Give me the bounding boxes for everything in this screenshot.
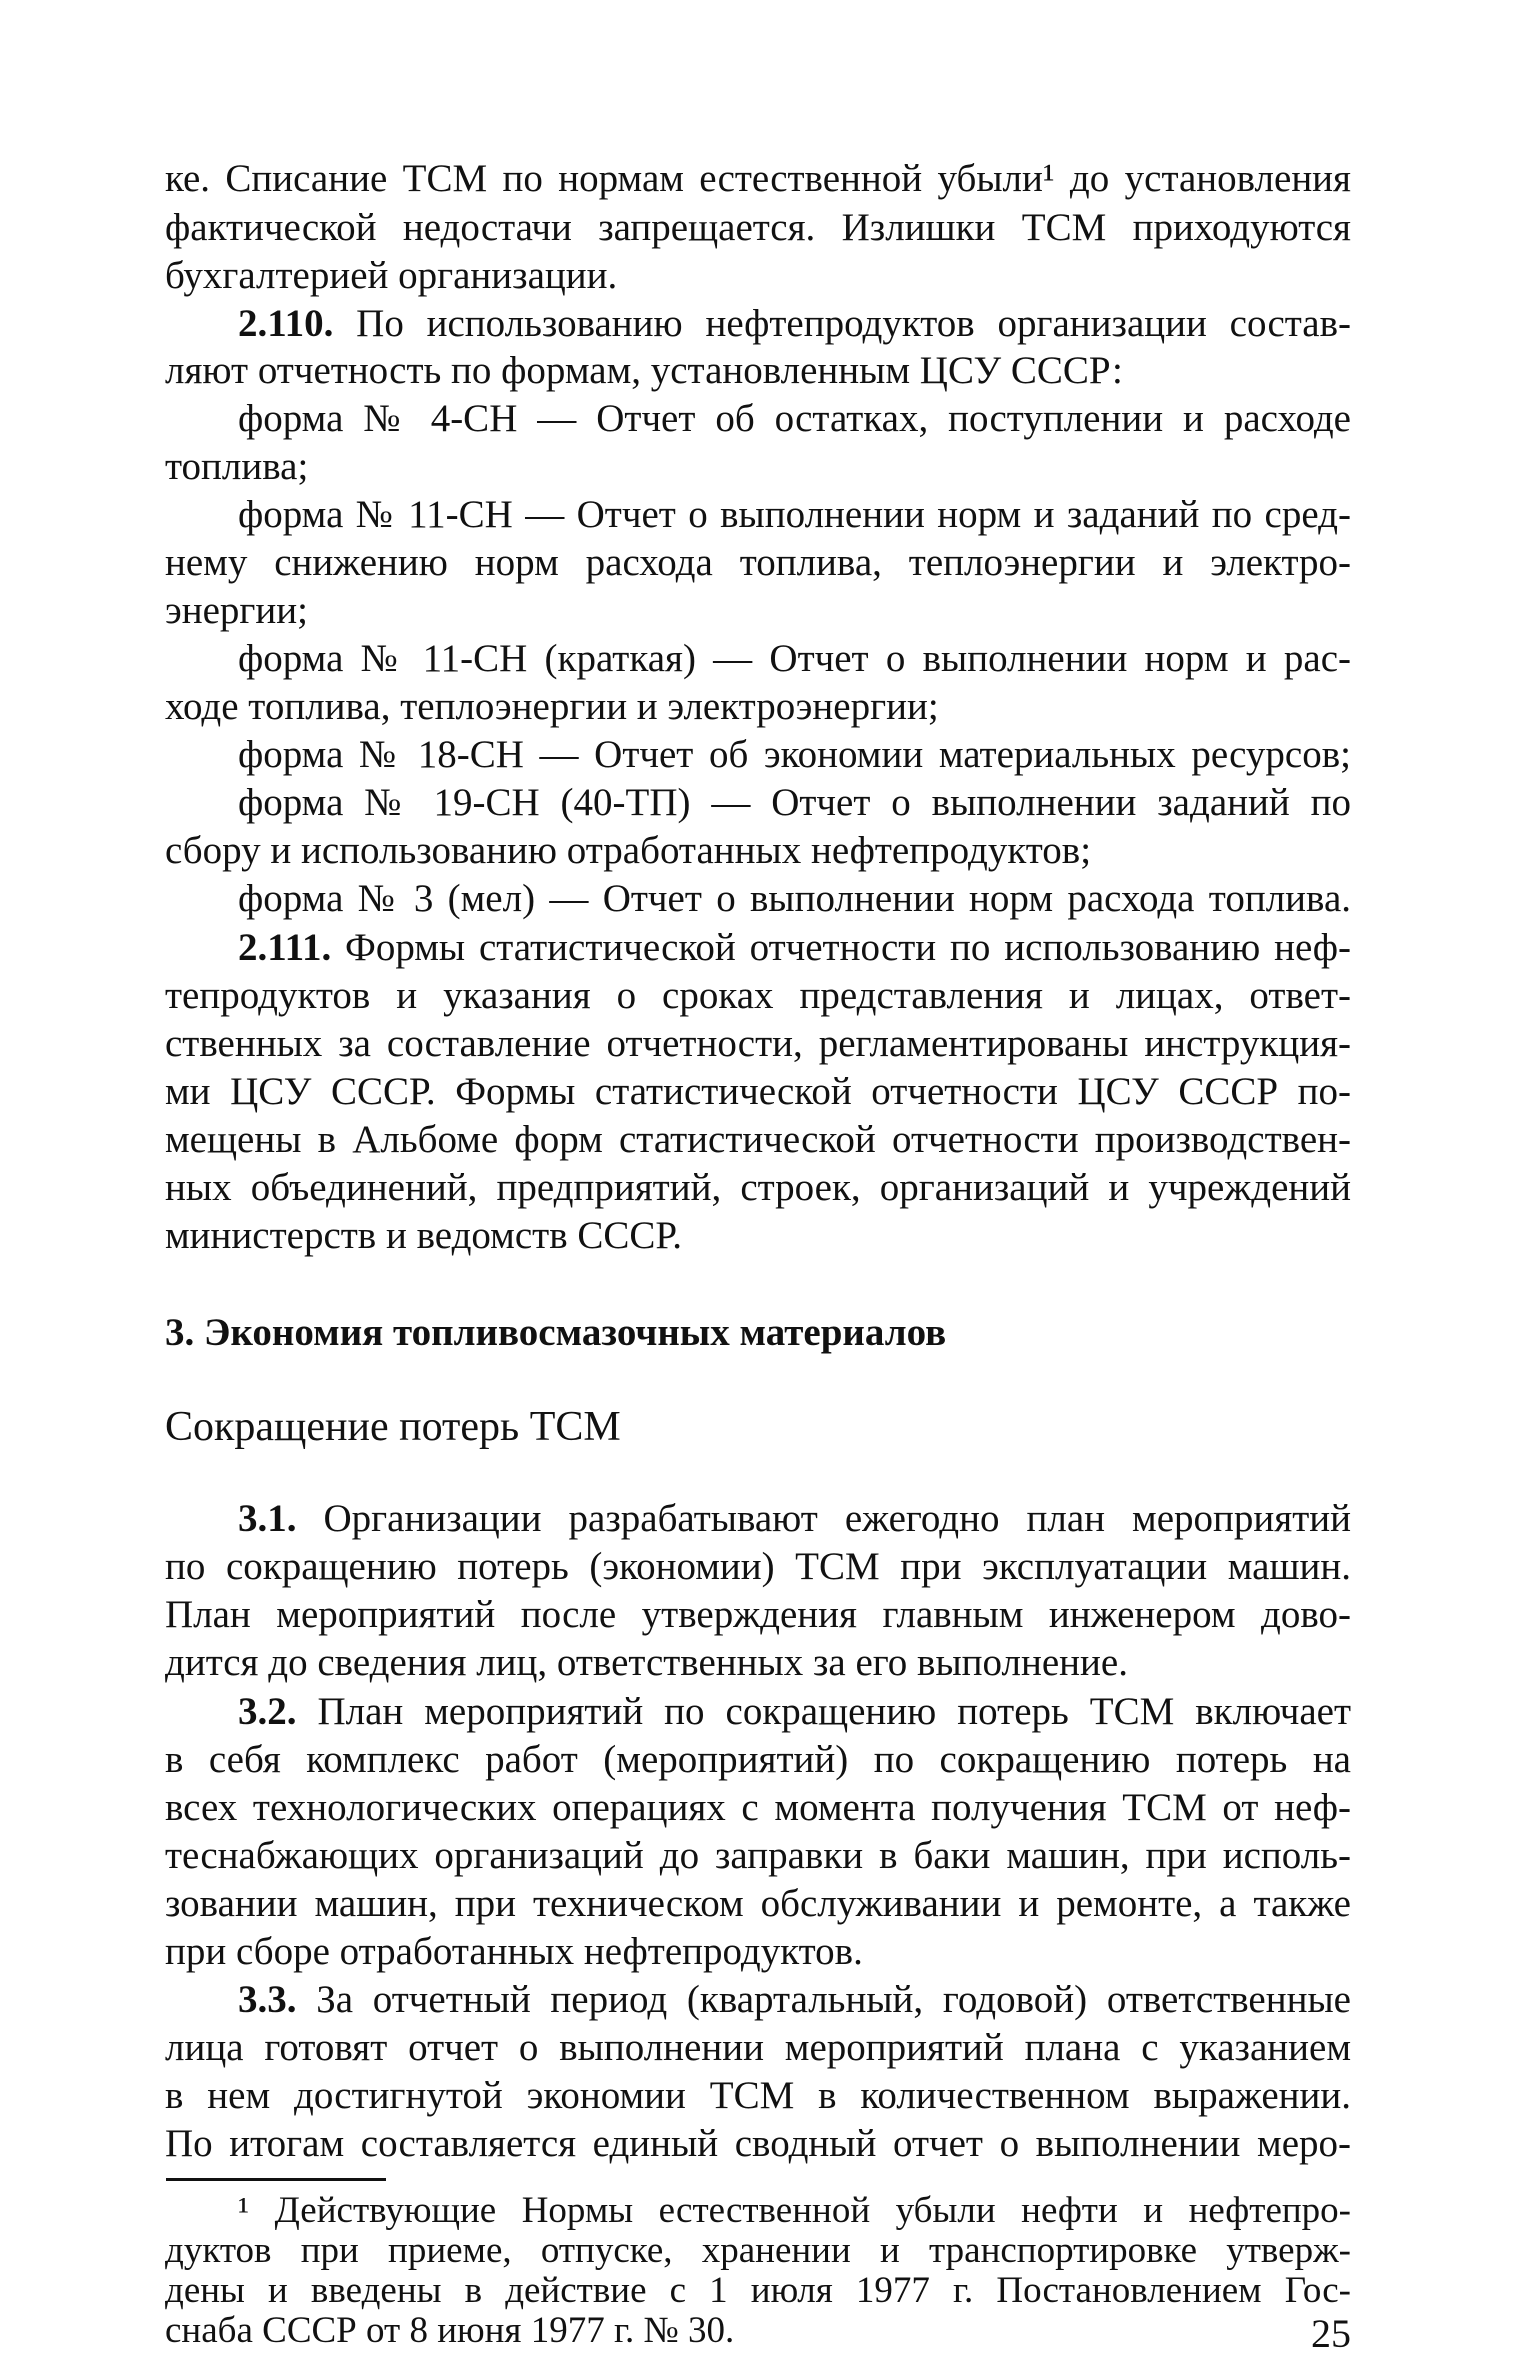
paragraph-text: Формы статистической отчетности по использованию неф- — [331, 926, 1351, 969]
form-item-line: нему снижению норм расхода топлива, теплоэнергии и электро- — [165, 541, 1351, 584]
body-line: По итогам составляется единый сводный отчет о выполнении меро- — [165, 2122, 1351, 2165]
body-line: министерств и ведомств СССР. — [165, 1214, 682, 1257]
body-line: фактической недостачи запрещается. Излишки ТСМ приходуются — [165, 206, 1351, 249]
body-line: по сокращению потерь (экономии) ТСМ при эксплуатации машин. — [165, 1545, 1351, 1588]
body-line: ных объединений, предприятий, строек, организаций и учреждений — [165, 1166, 1351, 1209]
section-subheading: Сокращение потерь ТСМ — [165, 1404, 621, 1450]
body-line: ми ЦСУ СССР. Формы статистической отчетности ЦСУ СССР по- — [165, 1070, 1351, 1113]
body-line: ственных за составление отчетности, регламентированы инструкция- — [165, 1022, 1351, 1065]
body-line: тепродуктов и указания о сроках представления и лицах, ответ- — [165, 974, 1351, 1017]
paragraph-number: 2.110. — [238, 302, 334, 345]
body-line: ке. Списание ТСМ по нормам естественной убыли¹ до установления — [165, 157, 1351, 200]
paragraph-text: По использованию нефтепродуктов организации состав- — [333, 302, 1351, 345]
body-line: ляют отчетность по формам, установленным ЦСУ СССР: — [165, 349, 1123, 392]
footnote-line: ¹ Действующие Нормы естественной убыли нефти и нефтепро- — [238, 2190, 1351, 2231]
paragraph-number: 3.1. — [238, 1497, 297, 1540]
body-line: теснабжающих организаций до заправки в баки машин, при исполь- — [165, 1834, 1351, 1877]
paragraph-number: 3.2. — [238, 1690, 297, 1733]
form-item-line: форма № 11-СН — Отчет о выполнении норм и заданий по сред- — [238, 493, 1351, 536]
body-line: в себя комплекс работ (мероприятий) по сокращению потерь на — [165, 1738, 1351, 1781]
body-line: при сборе отработанных нефтепродуктов. — [165, 1930, 863, 1973]
form-item-line: форма № 19-СН (40-ТП) — Отчет о выполнении заданий по — [238, 781, 1351, 824]
section-heading: 3. Экономия топливосмазочных материалов — [165, 1311, 947, 1354]
paragraph-3-2-first-line — [238, 1688, 1351, 1736]
paragraph-text: Организации разрабатывают ежегодно план мероприятий — [296, 1497, 1351, 1540]
paragraph-2-110-first-line — [238, 300, 1351, 348]
body-line: План мероприятий после утверждения главным инженером дово- — [165, 1593, 1351, 1636]
body-line: бухгалтерией организации. — [165, 254, 618, 297]
paragraph-text: План мероприятий по сокращению потерь ТСМ включает — [296, 1690, 1351, 1733]
form-item-line: форма № 3 (мел) — Отчет о выполнении норм расхода топлива. — [238, 877, 1351, 920]
body-line: в нем достигнутой экономии ТСМ в количественном выражении. — [165, 2074, 1351, 2117]
paragraph-3-3-first-line — [238, 1976, 1351, 2024]
form-item-line: форма № 11-СН (краткая) — Отчет о выполнении норм и рас- — [238, 637, 1351, 680]
paragraph-number: 2.111. — [238, 926, 332, 969]
body-line: дится до сведения лиц, ответственных за его выполнение. — [165, 1641, 1128, 1684]
form-item-line: форма № 18-СН — Отчет об экономии материальных ресурсов; — [238, 733, 1351, 776]
footnote-line: снаба СССР от 8 июня 1977 г. № 30. — [165, 2310, 735, 2351]
body-line: всех технологических операциях с момента получения ТСМ от неф- — [165, 1786, 1351, 1829]
footnote-rule — [166, 2178, 386, 2181]
paragraph-3-1-first-line — [238, 1495, 1351, 1543]
body-line: лица готовят отчет о выполнении мероприятий плана с указанием — [165, 2026, 1351, 2069]
paragraph-number: 3.3. — [238, 1978, 297, 2021]
form-item-line: энергии; — [165, 589, 308, 632]
footnote-line: дены и введены в действие с 1 июля 1977 г. Постановлением Гос- — [165, 2270, 1351, 2311]
form-item-line: форма № 4-СН — Отчет об остатках, поступлении и расходе — [238, 397, 1351, 440]
form-item-line: ходе топлива, теплоэнергии и электроэнергии; — [165, 685, 939, 728]
footnote-line: дуктов при приеме, отпуске, хранении и транспортировке утверж- — [165, 2230, 1351, 2271]
body-line: зовании машин, при техническом обслуживании и ремонте, а также — [165, 1882, 1351, 1925]
form-item-line: топлива; — [165, 445, 309, 488]
paragraph-2-111-first-line — [238, 924, 1351, 972]
body-line: мещены в Альбоме форм статистической отчетности производствен- — [165, 1118, 1351, 1161]
paragraph-text: За отчетный период (квартальный, годовой) ответственные — [296, 1978, 1351, 2021]
page-number: 25 — [1311, 2311, 1351, 2356]
form-item-line: сбору и использованию отработанных нефтепродуктов; — [165, 829, 1092, 872]
